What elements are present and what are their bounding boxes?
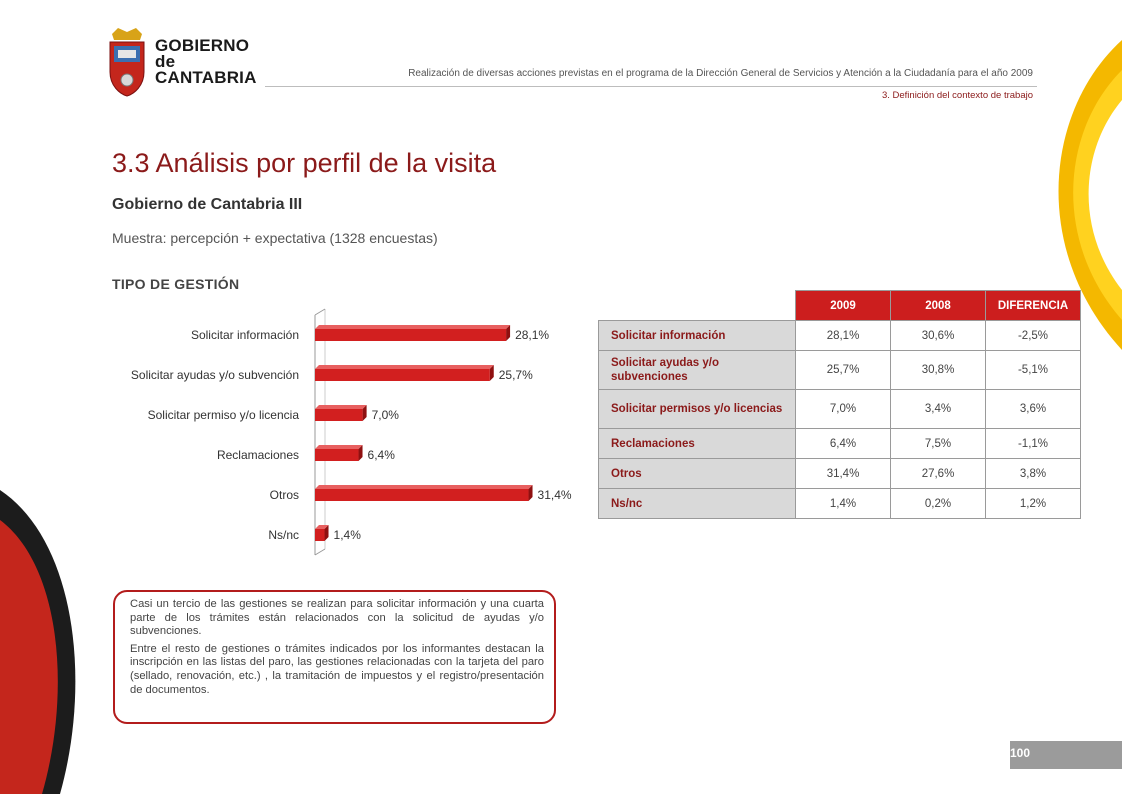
logo-wordmark [155, 38, 257, 86]
bar [315, 369, 490, 381]
logo-line-1: GOBIERNO [155, 36, 250, 55]
header-2009: 2009 [796, 291, 891, 321]
comparison-table [598, 290, 1081, 519]
header-difference: DIFERENCIA [986, 291, 1081, 321]
bar-value-label: 31,4% [537, 488, 572, 502]
bar-top-face [315, 445, 363, 449]
cell-2009: 28,1% [796, 321, 891, 351]
logo-line-3: CANTABRIA [155, 68, 257, 87]
category-label: Solicitar información [190, 328, 299, 342]
bar-value-label: 25,7% [498, 368, 533, 382]
note-paragraph-2: Entre el resto de gestiones o trámites indicados por los informantes destacan la inscripción en las listas del paro, las gestiones relacionadas con la tarjeta del paro (sellado, renovación, etc.) , la tramitación de impuestos y el registro/presentación de documentos. [130, 642, 544, 696]
cell-2008: 30,6% [891, 321, 986, 351]
table-corner [599, 291, 796, 321]
axis-floor [315, 549, 325, 555]
bar [315, 449, 359, 461]
bar-top-face [315, 325, 510, 329]
coat-of-arms-logo [106, 28, 148, 98]
table-header-row [599, 291, 1081, 321]
page-subtitle: Gobierno de Cantabria III [112, 196, 303, 213]
bar [315, 489, 529, 501]
header-divider [265, 86, 1037, 87]
sample-description: Muestra: percepción + expectativa (1328 encuestas) [112, 230, 438, 246]
row-label: Solicitar ayudas y/o subvenciones [599, 351, 796, 390]
bar-top-face [315, 485, 533, 489]
note-paragraph-1: Casi un tercio de las gestiones se realizan para solicitar información y una cuarta parte de los trámites están relacionados con la solicitud de ayudas y/o subvenciones. [130, 598, 544, 638]
cell-difference: -2,5% [986, 321, 1081, 351]
section-breadcrumb: 3. Definición del contexto de trabajo [881, 90, 1033, 101]
row-label: Otros [599, 459, 796, 489]
category-label: Ns/nc [268, 528, 299, 542]
table-row [599, 321, 1081, 351]
row-label: Ns/nc [599, 489, 796, 519]
header-2008: 2008 [891, 291, 986, 321]
bar-value-label: 1,4% [333, 528, 361, 542]
cell-2008: 30,8% [891, 351, 986, 390]
category-label: Solicitar ayudas y/o subvención [130, 368, 299, 382]
bar-top-face [315, 405, 367, 409]
category-label: Solicitar permiso y/o licencia [147, 408, 299, 422]
page-title: 3.3 Análisis por perfil de la visita [112, 148, 497, 178]
category-label: Otros [269, 488, 299, 502]
bar-chart [100, 305, 580, 570]
bar-top-face [315, 365, 494, 369]
logo-line-2: de [155, 52, 176, 71]
bar-value-label: 6,4% [367, 448, 395, 462]
cell-difference: -1,1% [986, 429, 1081, 459]
header-description: Realización de diversas acciones previstas en el programa de la Dirección General de Servicios y Atención a la Ciudadanía para el año 2009 [408, 68, 1033, 79]
bar-value-label: 7,0% [371, 408, 399, 422]
bar [315, 529, 325, 541]
cell-difference: 3,8% [986, 459, 1081, 489]
cell-2009: 1,4% [796, 489, 891, 519]
cell-2009: 31,4% [796, 459, 891, 489]
cell-2009: 6,4% [796, 429, 891, 459]
cell-2009: 7,0% [796, 390, 891, 429]
cell-2008: 0,2% [891, 489, 986, 519]
bar [315, 329, 506, 341]
cell-2009: 25,7% [796, 351, 891, 390]
row-label: Solicitar información [599, 321, 796, 351]
axis-top [315, 309, 325, 315]
cell-difference: 3,6% [986, 390, 1081, 429]
table-row [599, 459, 1081, 489]
cell-difference: -5,1% [986, 351, 1081, 390]
table-row [599, 429, 1081, 459]
bar-value-label: 28,1% [515, 328, 550, 342]
cell-2008: 27,6% [891, 459, 986, 489]
row-label: Reclamaciones [599, 429, 796, 459]
row-label: Solicitar permisos y/o licencias [599, 390, 796, 429]
cell-2008: 7,5% [891, 429, 986, 459]
table-row [599, 390, 1081, 429]
bar [315, 409, 363, 421]
table-row [599, 489, 1081, 519]
cell-2008: 3,4% [891, 390, 986, 429]
cell-difference: 1,2% [986, 489, 1081, 519]
summary-note [113, 590, 556, 724]
chart-title: TIPO DE GESTIÓN [112, 276, 240, 292]
page-number: 100 [1010, 746, 1031, 760]
category-label: Reclamaciones [216, 448, 299, 462]
table-row [599, 351, 1081, 390]
